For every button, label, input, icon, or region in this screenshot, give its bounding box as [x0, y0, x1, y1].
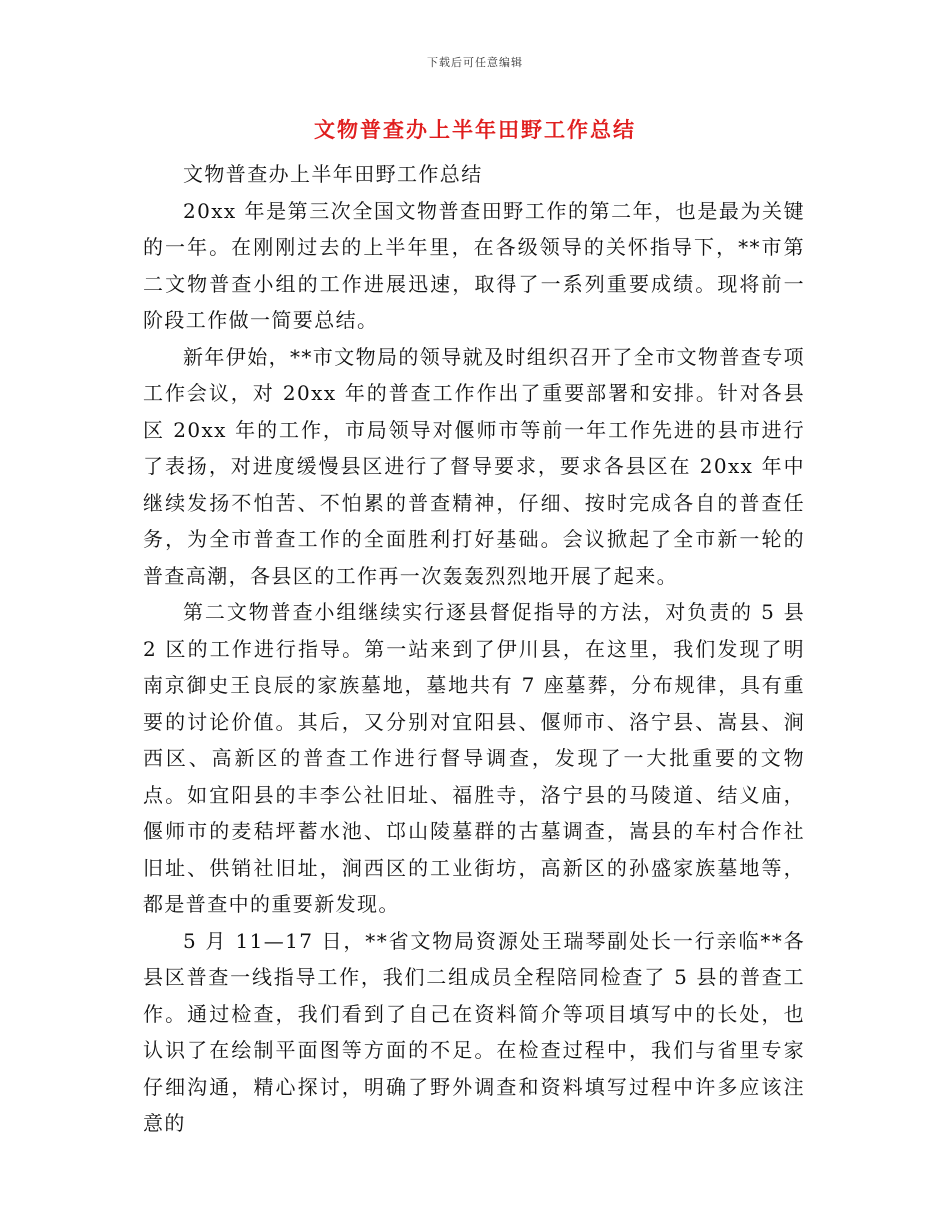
document-body [143, 156, 805, 1142]
paragraph-provincial-visit: 5 月 11—17 日，**省文物局资源处王瑞琴副处长一行亲临**各县区普查一线指导工作，我们二组成员全程陪同检查了 5 县的普查工作。通过检查，我们看到了自己在资料简介等项目填写中的长处，也认识了在绘制平面图等方面的不足。在检查过程中，我们与省里专家仔细沟通，精心探讨，明确了野外调查和资料填写过程中许多应该注意的 [143, 928, 805, 1135]
document-title: 文物普查办上半年田野工作总结 [314, 117, 636, 142]
paragraph-intro: 20xx 年是第三次全国文物普查田野工作的第二年，也是最为关键的一年。在刚刚过去的上半年里，在各级领导的关怀指导下，**市第二文物普查小组的工作进展迅速，取得了一系列重要成绩。现将前一阶段工作做一简要总结。 [143, 198, 805, 332]
paragraph-subtitle: 文物普查办上半年田野工作总结 [183, 162, 483, 186]
paragraph-inspection: 第二文物普查小组继续实行逐县督促指导的方法，对负责的 5 县 2 区的工作进行指导。第一站来到了伊川县，在这里，我们发现了明南京御史王良辰的家族墓地，墓地共有 7 座墓葬，分布规律，具有重要的讨论价值。其后，又分别对宜阳县、偃师市、洛宁县、嵩县、涧西区、高新区的普查工作进行督导调查，发现了一大批重要的文物点。如宜阳县的丰李公社旧址、福胜寺，洛宁县的马陵道、结义庙，偃师市的麦秸坪蓄水池、邙山陵墓群的古墓调查，嵩县的车村合作社旧址、供销社旧址，涧西区的工业街坊，高新区的孙盛家族墓地等，都是普查中的重要新发现。 [143, 600, 805, 916]
paragraph-meeting: 新年伊始，**市文物局的领导就及时组织召开了全市文物普查专项工作会议，对 20xx 年的普查工作作出了重要部署和安排。针对各县区 20xx 年的工作，市局领导对偃师市等前一年工作先进的县市进行了表扬，对进度缓慢县区进行了督导要求，要求各县区在 20xx 年中继续发扬不怕苦、不怕累的普查精神，仔细、按时完成各自的普查任务，为全市普查工作的全面胜利打好基础。会议掀起了全市新一轮的普查高潮，各县区的工作再一次轰轰烈烈地开展了起来。 [143, 344, 805, 588]
header-note: 下载后可任意编辑 [427, 56, 523, 69]
